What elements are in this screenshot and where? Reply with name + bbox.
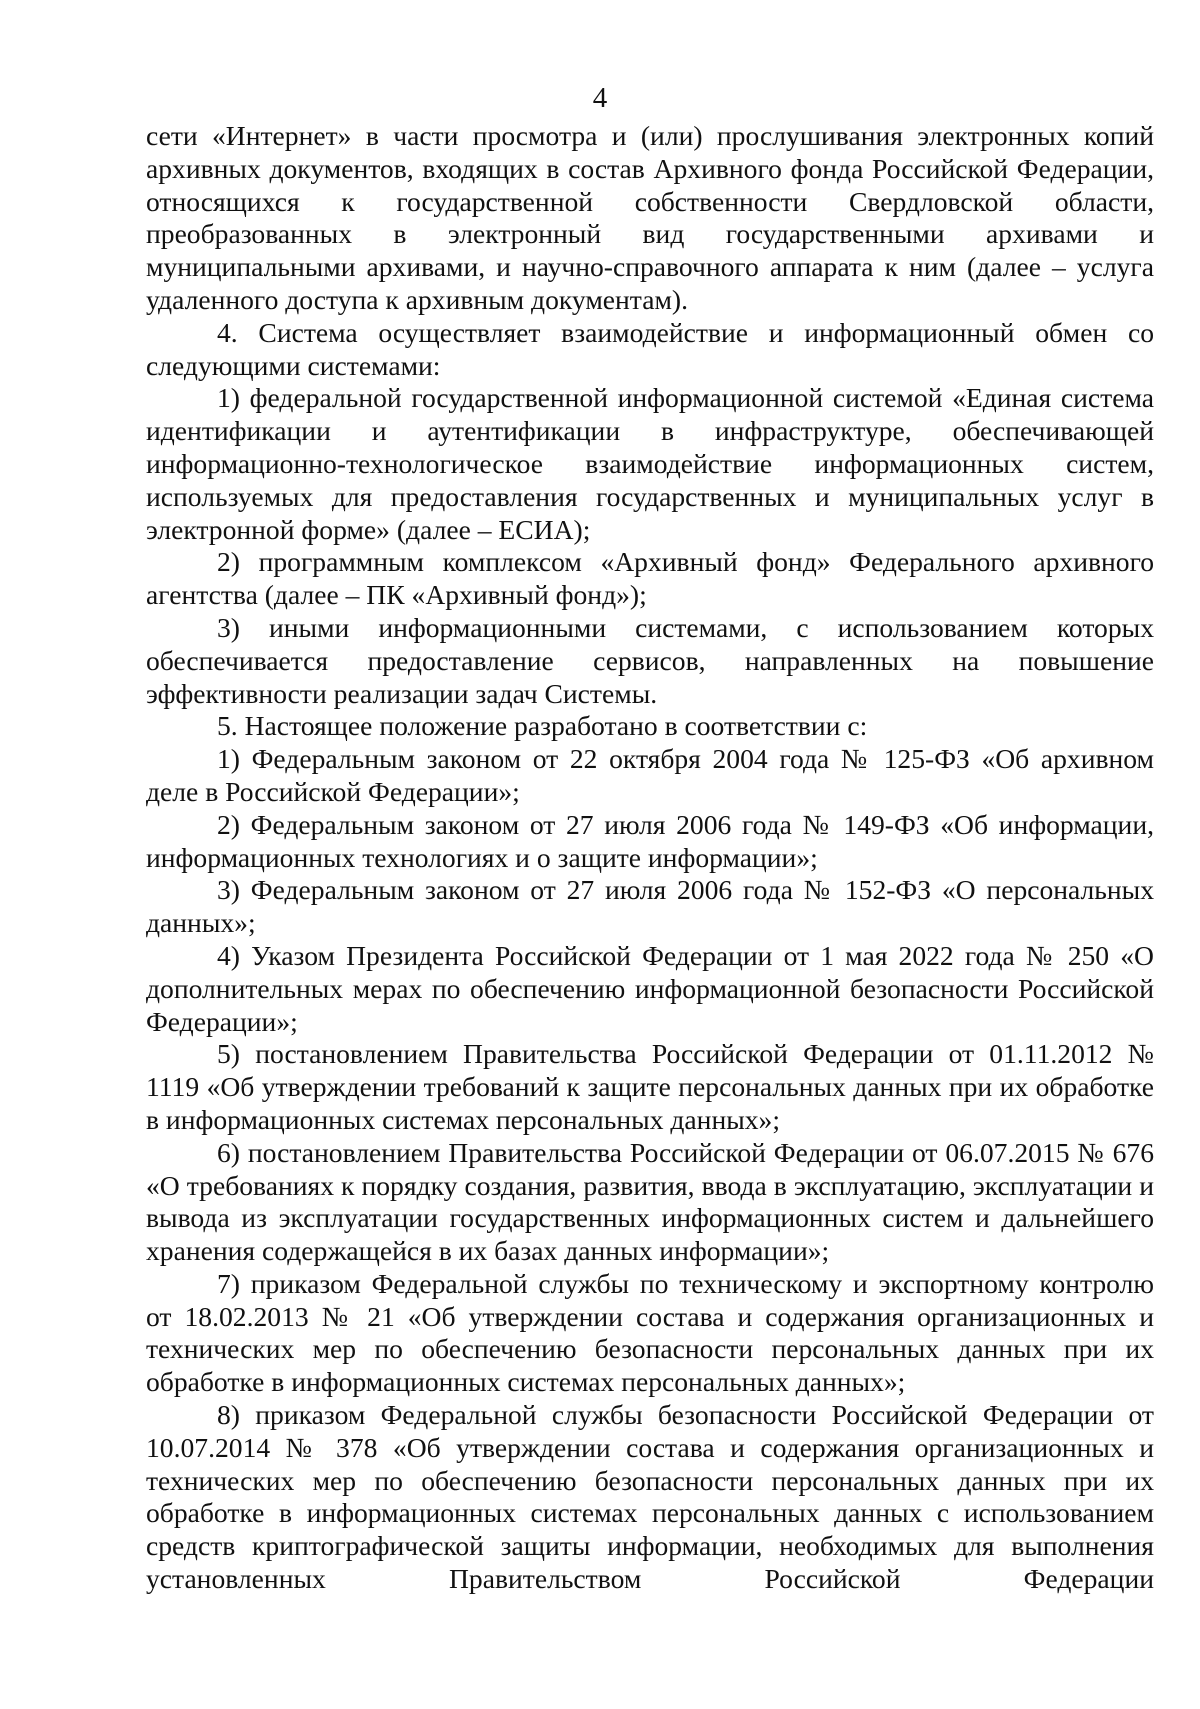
paragraph: 4. Система осуществляет взаимодействие и информационный обмен со следующими системами:	[146, 316, 1154, 381]
paragraph: 5) постановлением Правительства Российской Федерации от 01.11.2012 № 1119 «Об утверждении требований к защите персональных данных при их обработке в информационных системах персональных данных»;	[146, 1038, 1154, 1135]
paragraph: 3) иными информационными системами, с использованием которых обеспечивается предоставление сервисов, направленных на повышение эффективности реализации задач Системы.	[146, 611, 1154, 709]
paragraph: сети «Интернет» в части просмотра и (или) прослушивания электронных копий архивных документов, входящих в состав Архивного фонда Российской Федерации, относящихся к государственной собственности Свердловской области, преобразованных в электронный вид государственными архивами и муниципальными архивами, и научно-справочного аппарата к ним (далее – услуга удаленного доступа к архивным документам).	[146, 120, 1154, 315]
paragraph: 2) Федеральным законом от 27 июля 2006 года № 149-ФЗ «Об информации, информационных технологиях и о защите информации»;	[146, 808, 1154, 873]
paragraph: 8) приказом Федеральной службы безопасности Российской Федерации от 10.07.2014 № 378 «Об утверждении состава и содержания организационных и технических мер по обеспечению безопасности персональных данных при их обработке в информационных системах персональных данных с использованием средств криптографической защиты информации, необходимых для выполнения установленных Правительством Российской Федерации	[146, 1399, 1154, 1595]
paragraph: 5. Настоящее положение разработано в соответствии с:	[217, 710, 868, 742]
paragraph: 7) приказом Федеральной службы по техническому и экспортному контролю от 18.02.2013 № 21 «Об утверждении состава и содержания организационных и технических мер по обеспечению безопасности персональных данных при их обработке в информационных системах персональных данных»;	[146, 1267, 1154, 1398]
paragraph: 2) программным комплексом «Архивный фонд» Федерального архивного агентства (далее – ПК «Архивный фонд»);	[146, 546, 1154, 611]
paragraph: 6) постановлением Правительства Российской Федерации от 06.07.2015 № 676 «О требованиях к порядку создания, развития, ввода в эксплуатацию, эксплуатации и вывода из эксплуатации государственных информационных систем и дальнейшего хранения содержащейся в их базах данных информации»;	[146, 1136, 1154, 1267]
paragraph: 1) Федеральным законом от 22 октября 2004 года № 125-ФЗ «Об архивном деле в Российской Федерации»;	[146, 743, 1154, 807]
document-body	[146, 120, 1154, 1596]
page-number: 4	[592, 82, 608, 114]
paragraph: 3) Федеральным законом от 27 июля 2006 года № 152-ФЗ «О персональных данных»;	[146, 874, 1154, 939]
paragraph: 1) федеральной государственной информационной системой «Единая система идентификации и аутентификации в инфраструктуре, обеспечивающей информационно-технологическое взаимодействие информационных систем, используемых для предоставления государственных и муниципальных услуг в электронной форме» (далее – ЕСИА);	[146, 382, 1154, 545]
paragraph: 4) Указом Президента Российской Федерации от 1 мая 2022 года № 250 «О дополнительных мерах по обеспечению информационной безопасности Российской Федерации»;	[146, 939, 1154, 1037]
